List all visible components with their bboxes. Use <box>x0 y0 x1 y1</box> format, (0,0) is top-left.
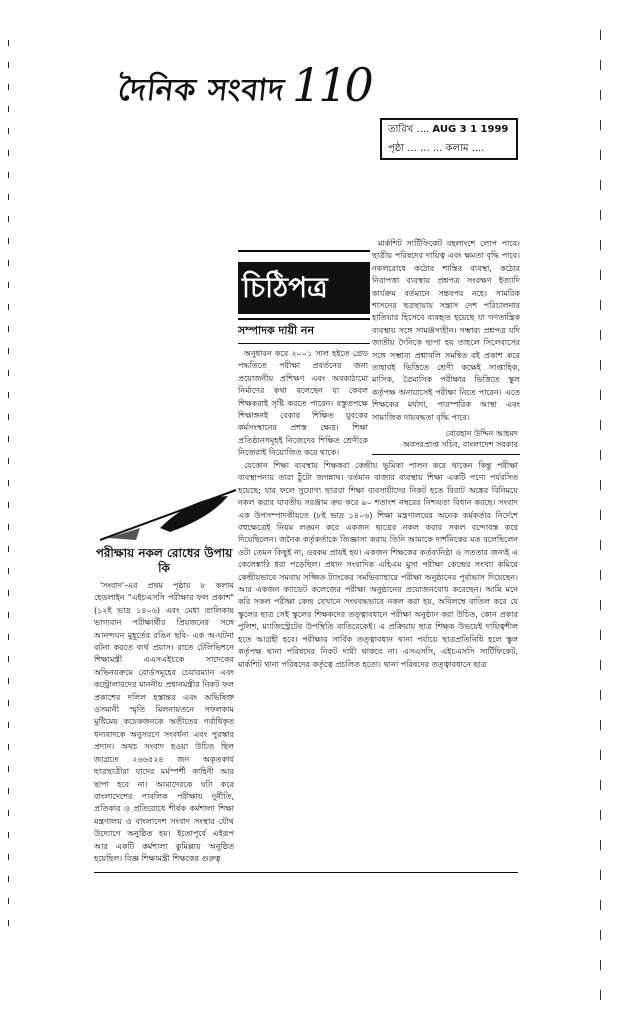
stamp-date-value: AUG 3 1 1999 <box>432 124 509 135</box>
stamp-column-label: কলাম <box>445 143 469 154</box>
letter2-column <box>94 580 234 870</box>
letter1-end-rule <box>372 454 520 455</box>
section-bottom-rule <box>94 872 518 873</box>
date-stamp: তারিখ .... AUG 3 1 1999 পৃষ্ঠা ... ... ... কলাম .... <box>380 118 518 160</box>
newspaper-masthead: দৈনিক সংবাদ <box>116 73 287 108</box>
pen-illustration <box>100 488 236 544</box>
signature-name: বোরহান উদ্দিন আহমদ <box>445 429 518 438</box>
letter1-left-text: অনুধাবন করে ২০০১ সাল হইতে গ্রেড পদ্ধতিতে পরীক্ষা প্রবর্তনের জন্য প্রয়োজনীয় প্রশিক্ষণ এবং অবকাঠামো নির্মাণের কথা বলেছেন যা কেবল শিক্ষকরাই সৃষ্টি করতে পারেন। বস্তুতপক্ষে শিক্ষাঙ্গনই বেকার শিক্ষিত যুবকের কর্মসংস্থানের প্রশস্ত ক্ষেত্র। শিক্ষা প্রতিষ্ঠানসমূহই নিজেদের শিক্ষিত শ্রেণীকে নিজেরাই নিয়োজিত করে থাকে। <box>238 349 368 458</box>
letter2-headline: পরীক্ষায় নকল রোধের উপায় কি <box>95 546 233 575</box>
letter1-left-column <box>238 348 368 460</box>
stamp-date-label: তারিখ <box>388 124 414 135</box>
letter1-signature <box>400 428 518 450</box>
letter1-heading: সম্পাদক দায়ী নন <box>238 318 370 344</box>
scan-margin-line-left <box>8 40 9 940</box>
signature-title: অবসরপ্রাপ্ত সচিব, বাংলাদেশ সরকার <box>402 440 518 449</box>
letter2-text: 'সংবাদ'-এর প্রথম পৃষ্ঠায় ৮ কলাম হেডলাইন "এইচএসসি পরীক্ষার ফল প্রকাশ" (১২ই ভাদ্র ১৪০৬) এবং মেধা তালিকায় ভাগ্যবান পরীক্ষার্থীর প্রিয়জনের সঙ্গে আনন্দঘন মুহূর্তের রঙিন ছবি- এক অ-ঘটনা বটনা করতে ব্যর্থ প্রয়াস। রাতে টেলিভিশনে শিক্ষামন্ত্রী এএসএইচকে সাদেকের অভিনয়ক্রমে বোর্ডসমূহের চেয়ারম্যান এবং কন্ট্রোলারদের মাননীয় প্রধানমন্ত্রীর নিকট ফল প্রকাশের দলিল হস্তান্তর এবং অভিষিক্ত ওসমানী স্মৃতি মিলনায়তনে সফলকাম মুষ্টিমেয় কয়েকজনকে অতীতের গর্বাধিকৃত ধন্যবাদকে অনুসরণে সংবর্ধনা এবং পুরস্কার প্রদান। অথচ সংবাদ হওয়া উচিত ছিল জাগ্রতে ২৬৬৫২৪ জন অকৃতকার্য ছাত্রছাত্রীরা যাদের মর্মস্পর্শী কাহিনী আর ছাপা হবে না। আমাদেরকে ঘটা করে বাংলাদেশের পাবলিক পরীক্ষায় দুর্নীতি, প্রতিকার ও প্রতিরোধে শীর্ষক কর্মশালা শিক্ষা মন্ত্রণালয় ও বাংলাদেশ সংবাদ সংস্থার যৌথ উদ্যোগে অনুষ্ঠিত হয়। ইতোপূর্বে এইরূপ আর একটি কর্মশালা কুমিল্লায় অনুষ্ঠিত হয়েছিল। বিজ্ঞ শিক্ষামন্ত্রী শিক্ষকের গুরুত্ব <box>94 581 234 863</box>
letter1-right-column <box>372 238 520 458</box>
letter1-continued-text: যেকোন শিক্ষা ব্যবস্থায় শিক্ষকরা কেন্দ্রীয় ভূমিকা পালন করে থাকেন কিন্তু পরীক্ষা ব্যবস্থাপনায় তারা ঠুঁটো জগন্নাথ। বর্তমান বাজার ব্যবস্থায় শিক্ষা একটি পণ্যে পর্যবসিত হয়েছে; যার ফলে সুযোগ্য ছাত্ররা শিক্ষা ব্যবসায়ীদের নিকট হতে বিরাট অঙ্কের বিনিময়ে নকল করার যাবতীয় সরঞ্জাম ক্রয় করে ৯০ শতাংশ নম্বরের নিশ্চয়তা বিধান করছে। সংবাদ এক উপসম্পাদকীয়তে (৮ই ভাদ্র ১৪০৬) শিক্ষা মন্ত্রণালয়ের অনেক কর্মকর্তার নির্দেশে বহুক্ষেত্রেই নিয়ম লঙ্ঘন করে একজন ছাত্রের নকল করার সকল বন্দোবস্ত করে দিয়েছিলেন। জনৈক কর্তৃকর্তাকে জিজ্ঞাসা করায় তিনি আমাকে দার্শনিকের মত বলেছিলেন ওটা তেমন কিছুই না, ওরকম প্রায়ই হয়। একজন শিক্ষকের কর্তব্যনিষ্ঠা ও সততার জন্যই এ কেলেঙ্কারি ধরা পড়েছিল। প্রধান সংবাদিক এহিএম মুসা পরীক্ষা কেন্দ্রের সংখ্যা কমিয়ে কেন্দ্রীয়ভাবে সমবায় সজ্জিত ট্যাংকের সমভিব্যাহারে পরীক্ষা অনুষ্ঠানের পূর্বাভাস দিয়েছেন। আর একজন ক্যাডেট কলেজের পরীক্ষা অনুষ্ঠানের প্রয়োজনবোধ করেছেন। আমি মনে করি সকল পরীক্ষা কেন্দ্র যেখানে সংঘবদ্ধভাবে নকল করা হয়, অবিলম্বে বাতিল করে যে স্কুলের ছাত্র সেই স্কুলের শিক্ষকদের তত্ত্বাবধানে পরীক্ষা অনুষ্ঠান করা উচিত, কোন প্রকার পুলিশ, ম্যাজিস্ট্রেটের উপস্থিতি ব্যতিরেকেই। এ প্রক্রিয়ায় ছাত্র শিক্ষক উভয়েই দায়িত্বশীল হতে আগ্রহী হবে। পরীক্ষার সার্বিক তত্ত্বাবধান থানা পর্যায়ে ছাত্রপ্রতিনিধি হলে স্কুল কর্তৃপক্ষ থানা পরিষদের নিকট দায়ী থাকবে না। এসএসসি, এইচএসসি সার্টিফিকেট, মার্কশিট থানা পরিষদের কর্তৃত্বে প্রচলিত হতো। থানা পরিষদের তত্ত্বাবধানে ছাত্র <box>238 461 518 669</box>
stamp-page-label: পৃষ্ঠা <box>388 143 405 154</box>
section-top-rule <box>238 250 370 252</box>
letter1-right-text: মার্কশিট সার্টিফিকেট বহলাংশে লোপ পাবে। ছাত্রীয় পরিষদের দায়িত্ব এবং ক্ষমতা বৃদ্ধি পাবে। নকলরোধে কঠোর শাস্তির ব্যবস্থা, কঠোর নিরাপত্তা ব্যবস্থায় প্রশ্নপত্র সংরক্ষণ ইত্যাদি কার্যক্রম বর্তমানে সন্তবপর নহে। সামরিক শাসনের ছত্রছায়ায় সন্ত্রাস দেশ পরিচালনার হাতিয়ার হিসেবে ব্যবহৃত হয়েছে যা গণতান্ত্রিক ব্যবস্থায় সঙ্গে সামঞ্জস্যহীন। সম্ভাব্য প্রশ্নপত্র যদি জাতীয় দৈনিকে ছাপা হয় তাহলে সিলেবাসের সঙ্গে সম্ভাব্য প্রশ্নাবলি সমন্বিত বই প্রকাশ করে তাহারই ভিত্তিতে শ্রেণী কক্ষেই সাপ্তাহিক, মাসিক, ত্রৈমাসিক পরীক্ষার ভিত্তিতে স্কুল কর্তৃপক্ষ অনায়াসেই পরীক্ষা নিতে পারেন। এতে শিক্ষকের মর্যাদা, পারস্পরিক আস্থা এবং সামাজিক দায়বদ্ধতা বৃদ্ধি পাবে। <box>372 239 520 422</box>
scan-margin-line-right <box>600 30 601 1010</box>
handwritten-page-number: 110 <box>292 58 371 112</box>
letter1-continued-column <box>238 460 518 872</box>
section-banner: চিঠিপত্র <box>238 262 370 314</box>
